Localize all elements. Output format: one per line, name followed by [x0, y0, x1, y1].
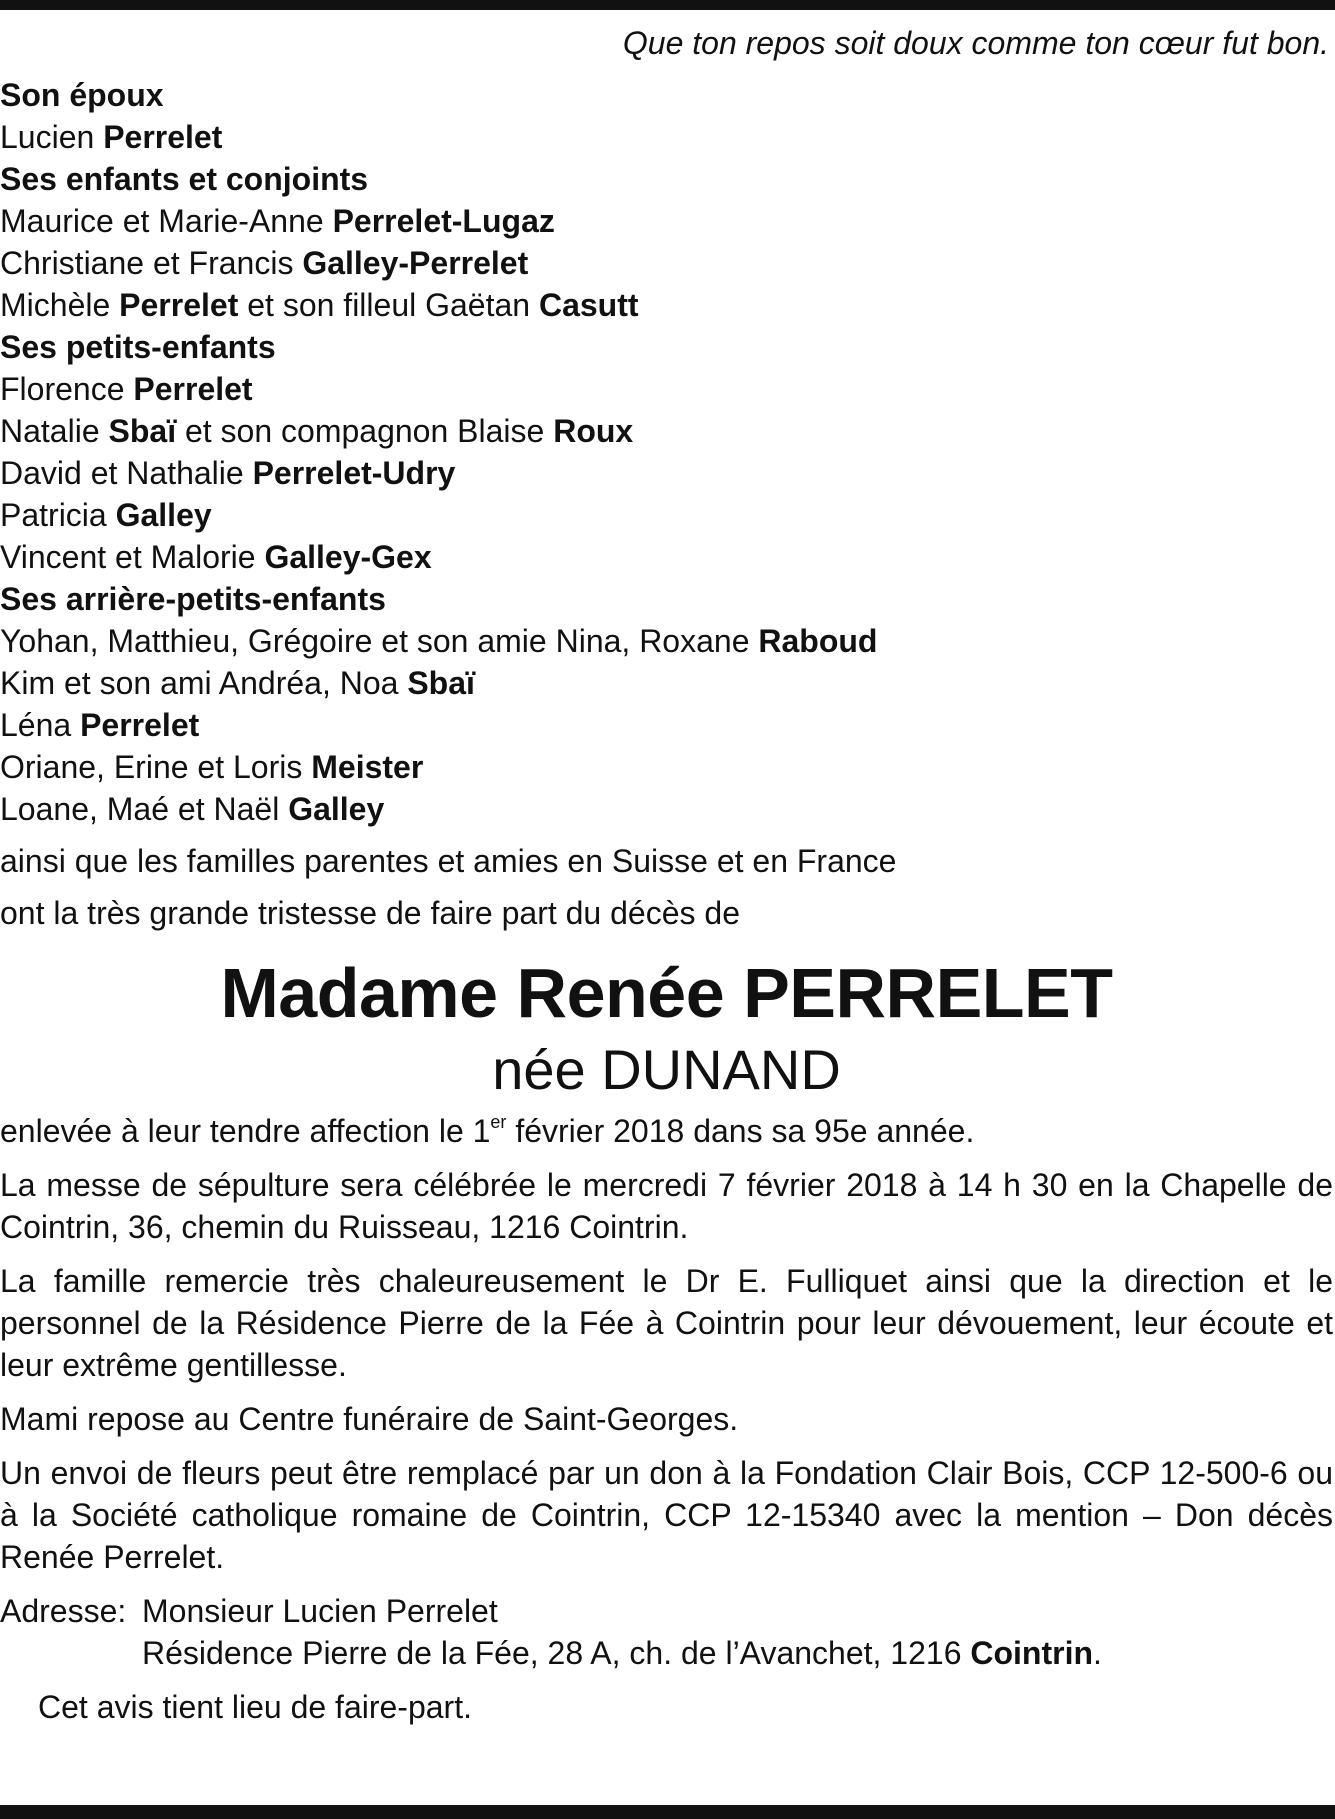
surname: Sbaï: [108, 413, 177, 449]
address-street: [142, 1632, 1333, 1674]
surname: Perrelet-Udry: [252, 455, 456, 491]
maiden-name: née DUNAND: [492, 1038, 841, 1101]
flowers-paragraph: Un envoi de fleurs peut être remplacé par un don à la Fondation Clair Bois, CCP 12-500-6 ou à la Société catholique romaine de Cointrin, CCP 12-15340 avec la mention – Don décès Renée Perrelet.: [0, 1455, 1333, 1575]
surname: Galley-Gex: [264, 539, 432, 575]
obituary-notice: [0, 20, 1333, 1728]
surname: Raboud: [758, 623, 878, 659]
closing-note: Cet avis tient lieu de faire-part.: [38, 1689, 472, 1725]
deceased-name: Madame Renée PERRELET: [220, 954, 1113, 1032]
given-names: Michèle: [0, 287, 120, 323]
family-entry: [0, 788, 1333, 830]
surname: Galley-Perrelet: [302, 245, 529, 281]
family-entry: [0, 662, 1333, 704]
given-names: Oriane, Erine et Loris: [0, 749, 312, 785]
surname: Galley: [288, 791, 385, 827]
family-entry: [0, 284, 1333, 326]
top-border-rule: [0, 0, 1335, 10]
bottom-border-rule: [0, 1805, 1335, 1819]
address-city: Cointrin: [970, 1635, 1094, 1671]
given-names: Kim et son ami Andréa, Noa: [0, 665, 408, 701]
companion-text: et son filleul Gaëtan: [238, 287, 539, 323]
given-names: Patricia: [0, 497, 116, 533]
thanks-paragraph: La famille remercie très chaleureusement le Dr E. Fulliquet ainsi que la direction et le personnel de la Résidence Pierre de la Fée à Cointrin pour leur dévouement, leur écoute et leur extrême gentillesse.: [0, 1263, 1333, 1383]
surname: Galley: [115, 497, 212, 533]
surname: Perrelet: [133, 371, 253, 407]
surname: Roux: [553, 413, 634, 449]
resting-paragraph: Mami repose au Centre funéraire de Saint-Georges.: [0, 1401, 739, 1437]
family-entry: [0, 536, 1333, 578]
grandchildren-heading: Ses petits-enfants: [0, 329, 276, 365]
great-grandchildren-heading: Ses arrière-petits-enfants: [0, 581, 386, 617]
family-entry: [0, 410, 1333, 452]
given-names: Florence: [0, 371, 134, 407]
address-block: [0, 1590, 1333, 1674]
epigraph: Que ton repos soit doux comme ton cœur fut bon.: [622, 25, 1329, 61]
surname: Perrelet-Lugaz: [332, 203, 555, 239]
address-end: .: [1093, 1635, 1102, 1671]
family-entry: [0, 494, 1333, 536]
address-street-text: Résidence Pierre de la Fée, 28 A, ch. de l’Avanchet, 1216: [142, 1635, 971, 1671]
spouse-heading: Son époux: [0, 77, 164, 113]
surname: Perrelet: [119, 287, 239, 323]
given-names: Vincent et Malorie: [0, 539, 265, 575]
relatives-line: ainsi que les familles parentes et amies en Suisse et en France: [0, 843, 897, 879]
spouse-entry: [0, 116, 1333, 158]
family-entry: [0, 746, 1333, 788]
family-entry: [0, 368, 1333, 410]
surname: Meister: [311, 749, 424, 785]
announcement-line: ont la très grande tristesse de faire part du décès de: [0, 895, 740, 931]
death-text-end: février 2018 dans sa 95e année.: [506, 1113, 975, 1149]
address-recipient: Monsieur Lucien Perrelet: [142, 1593, 498, 1629]
given-names: Loane, Maé et Naël: [0, 791, 289, 827]
address-lines: [142, 1590, 1333, 1674]
given-names: Yohan, Matthieu, Grégoire et son amie Nina, Roxane: [0, 623, 759, 659]
family-entry: [0, 620, 1333, 662]
surname: Sbaï: [407, 665, 475, 701]
address-label: Adresse:: [0, 1593, 127, 1629]
family-entry: [0, 200, 1333, 242]
given-names: Lucien: [0, 119, 104, 155]
surname: Casutt: [538, 287, 639, 323]
ordinal-suffix: er: [490, 1112, 507, 1132]
given-names: Léna: [0, 707, 81, 743]
given-names: Christiane et Francis: [0, 245, 303, 281]
given-names: Natalie: [0, 413, 109, 449]
family-entry: [0, 452, 1333, 494]
given-names: David et Nathalie: [0, 455, 253, 491]
children-heading: Ses enfants et conjoints: [0, 161, 369, 197]
surname: Perrelet: [103, 119, 223, 155]
death-text-start: enlevée à leur tendre affection le 1: [0, 1113, 491, 1149]
mass-paragraph: La messe de sépulture sera célébrée le mercredi 7 février 2018 à 14 h 30 en la Chapelle de Cointrin, 36, chemin du Ruisseau, 1216 Cointrin.: [0, 1167, 1333, 1245]
companion-text: et son compagnon Blaise: [176, 413, 554, 449]
family-entry: [0, 242, 1333, 284]
given-names: Maurice et Marie-Anne: [0, 203, 333, 239]
death-date-line: [0, 1110, 1333, 1152]
family-entry: [0, 704, 1333, 746]
surname: Perrelet: [80, 707, 200, 743]
